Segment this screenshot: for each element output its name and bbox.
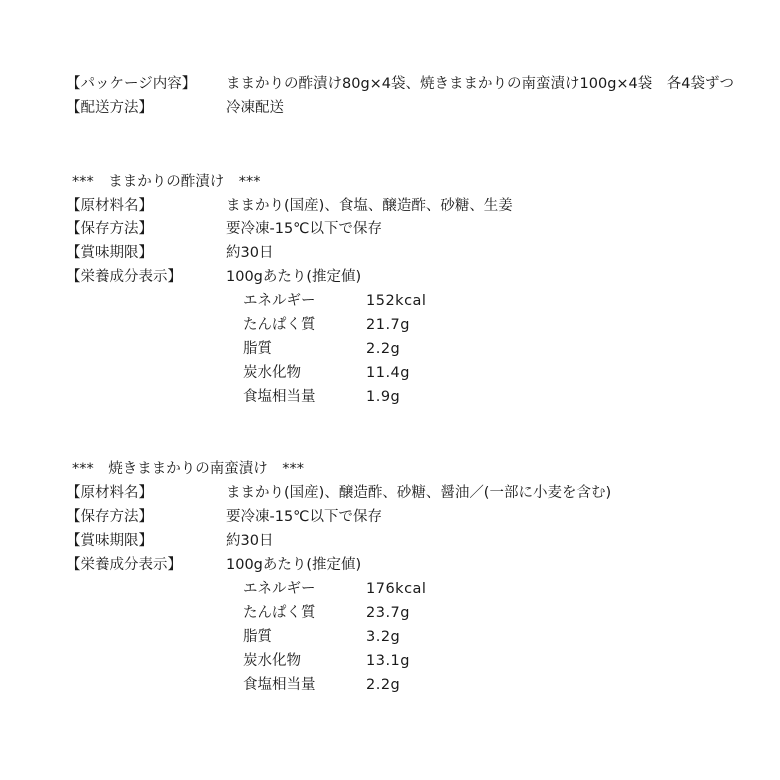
- nutrition-value: 176kcal: [366, 581, 427, 597]
- nutrition-name: エネルギー: [243, 581, 316, 597]
- product-heading-text: *** 焼きままかりの南蛮漬け ***: [72, 461, 304, 477]
- storage-label: 【保存方法】: [66, 221, 153, 237]
- nutrition-label: 【栄養成分表示】: [66, 269, 182, 285]
- package-label: 【パッケージ内容】: [66, 76, 197, 92]
- expiry-label: 【賞味期限】: [66, 533, 153, 549]
- nutrition-value: 11.4g: [366, 365, 410, 381]
- expiry-label: 【賞味期限】: [66, 245, 153, 261]
- nutrition-value: 152kcal: [366, 293, 427, 309]
- nutrition-name: 食塩相当量: [243, 677, 316, 693]
- nutrition-name: 炭水化物: [243, 653, 301, 669]
- shipping-label: 【配送方法】: [66, 100, 153, 116]
- storage-value: 要冷凍-15℃以下で保存: [226, 221, 382, 237]
- storage-value: 要冷凍-15℃以下で保存: [226, 509, 382, 525]
- ingredients-label: 【原材料名】: [66, 198, 153, 214]
- ingredients-value: ままかり(国産)、食塩、醸造酢、砂糖、生姜: [226, 198, 513, 214]
- nutrition-value: 23.7g: [366, 605, 410, 621]
- nutrition-name: 脂質: [243, 629, 272, 645]
- product-heading-text: *** ままかりの酢漬け ***: [72, 174, 261, 190]
- nutrition-value: 21.7g: [366, 317, 410, 333]
- nutrition-value: 2.2g: [366, 341, 401, 357]
- nutrition-name: たんぱく質: [243, 317, 316, 333]
- nutrition-value: 1.9g: [366, 389, 401, 405]
- nutrition-value: 2.2g: [366, 677, 401, 693]
- nutrition-name: 脂質: [243, 341, 272, 357]
- shipping-value: 冷凍配送: [226, 100, 284, 116]
- nutrition-basis: 100gあたり(推定値): [226, 557, 362, 573]
- expiry-value: 約30日: [226, 245, 274, 261]
- nutrition-name: 食塩相当量: [243, 389, 316, 405]
- ingredients-value: ままかり(国産)、醸造酢、砂糖、醤油／(一部に小麦を含む): [226, 485, 612, 501]
- expiry-value: 約30日: [226, 533, 274, 549]
- nutrition-name: たんぱく質: [243, 605, 316, 621]
- storage-label: 【保存方法】: [66, 509, 153, 525]
- ingredients-label: 【原材料名】: [66, 485, 153, 501]
- nutrition-name: エネルギー: [243, 293, 316, 309]
- nutrition-label: 【栄養成分表示】: [66, 557, 182, 573]
- package-value: ままかりの酢漬け80g×4袋、焼きままかりの南蛮漬け100g×4袋 各4袋ずつ: [226, 76, 735, 92]
- nutrition-value: 3.2g: [366, 629, 401, 645]
- nutrition-value: 13.1g: [366, 653, 410, 669]
- nutrition-basis: 100gあたり(推定値): [226, 269, 362, 285]
- nutrition-name: 炭水化物: [243, 365, 301, 381]
